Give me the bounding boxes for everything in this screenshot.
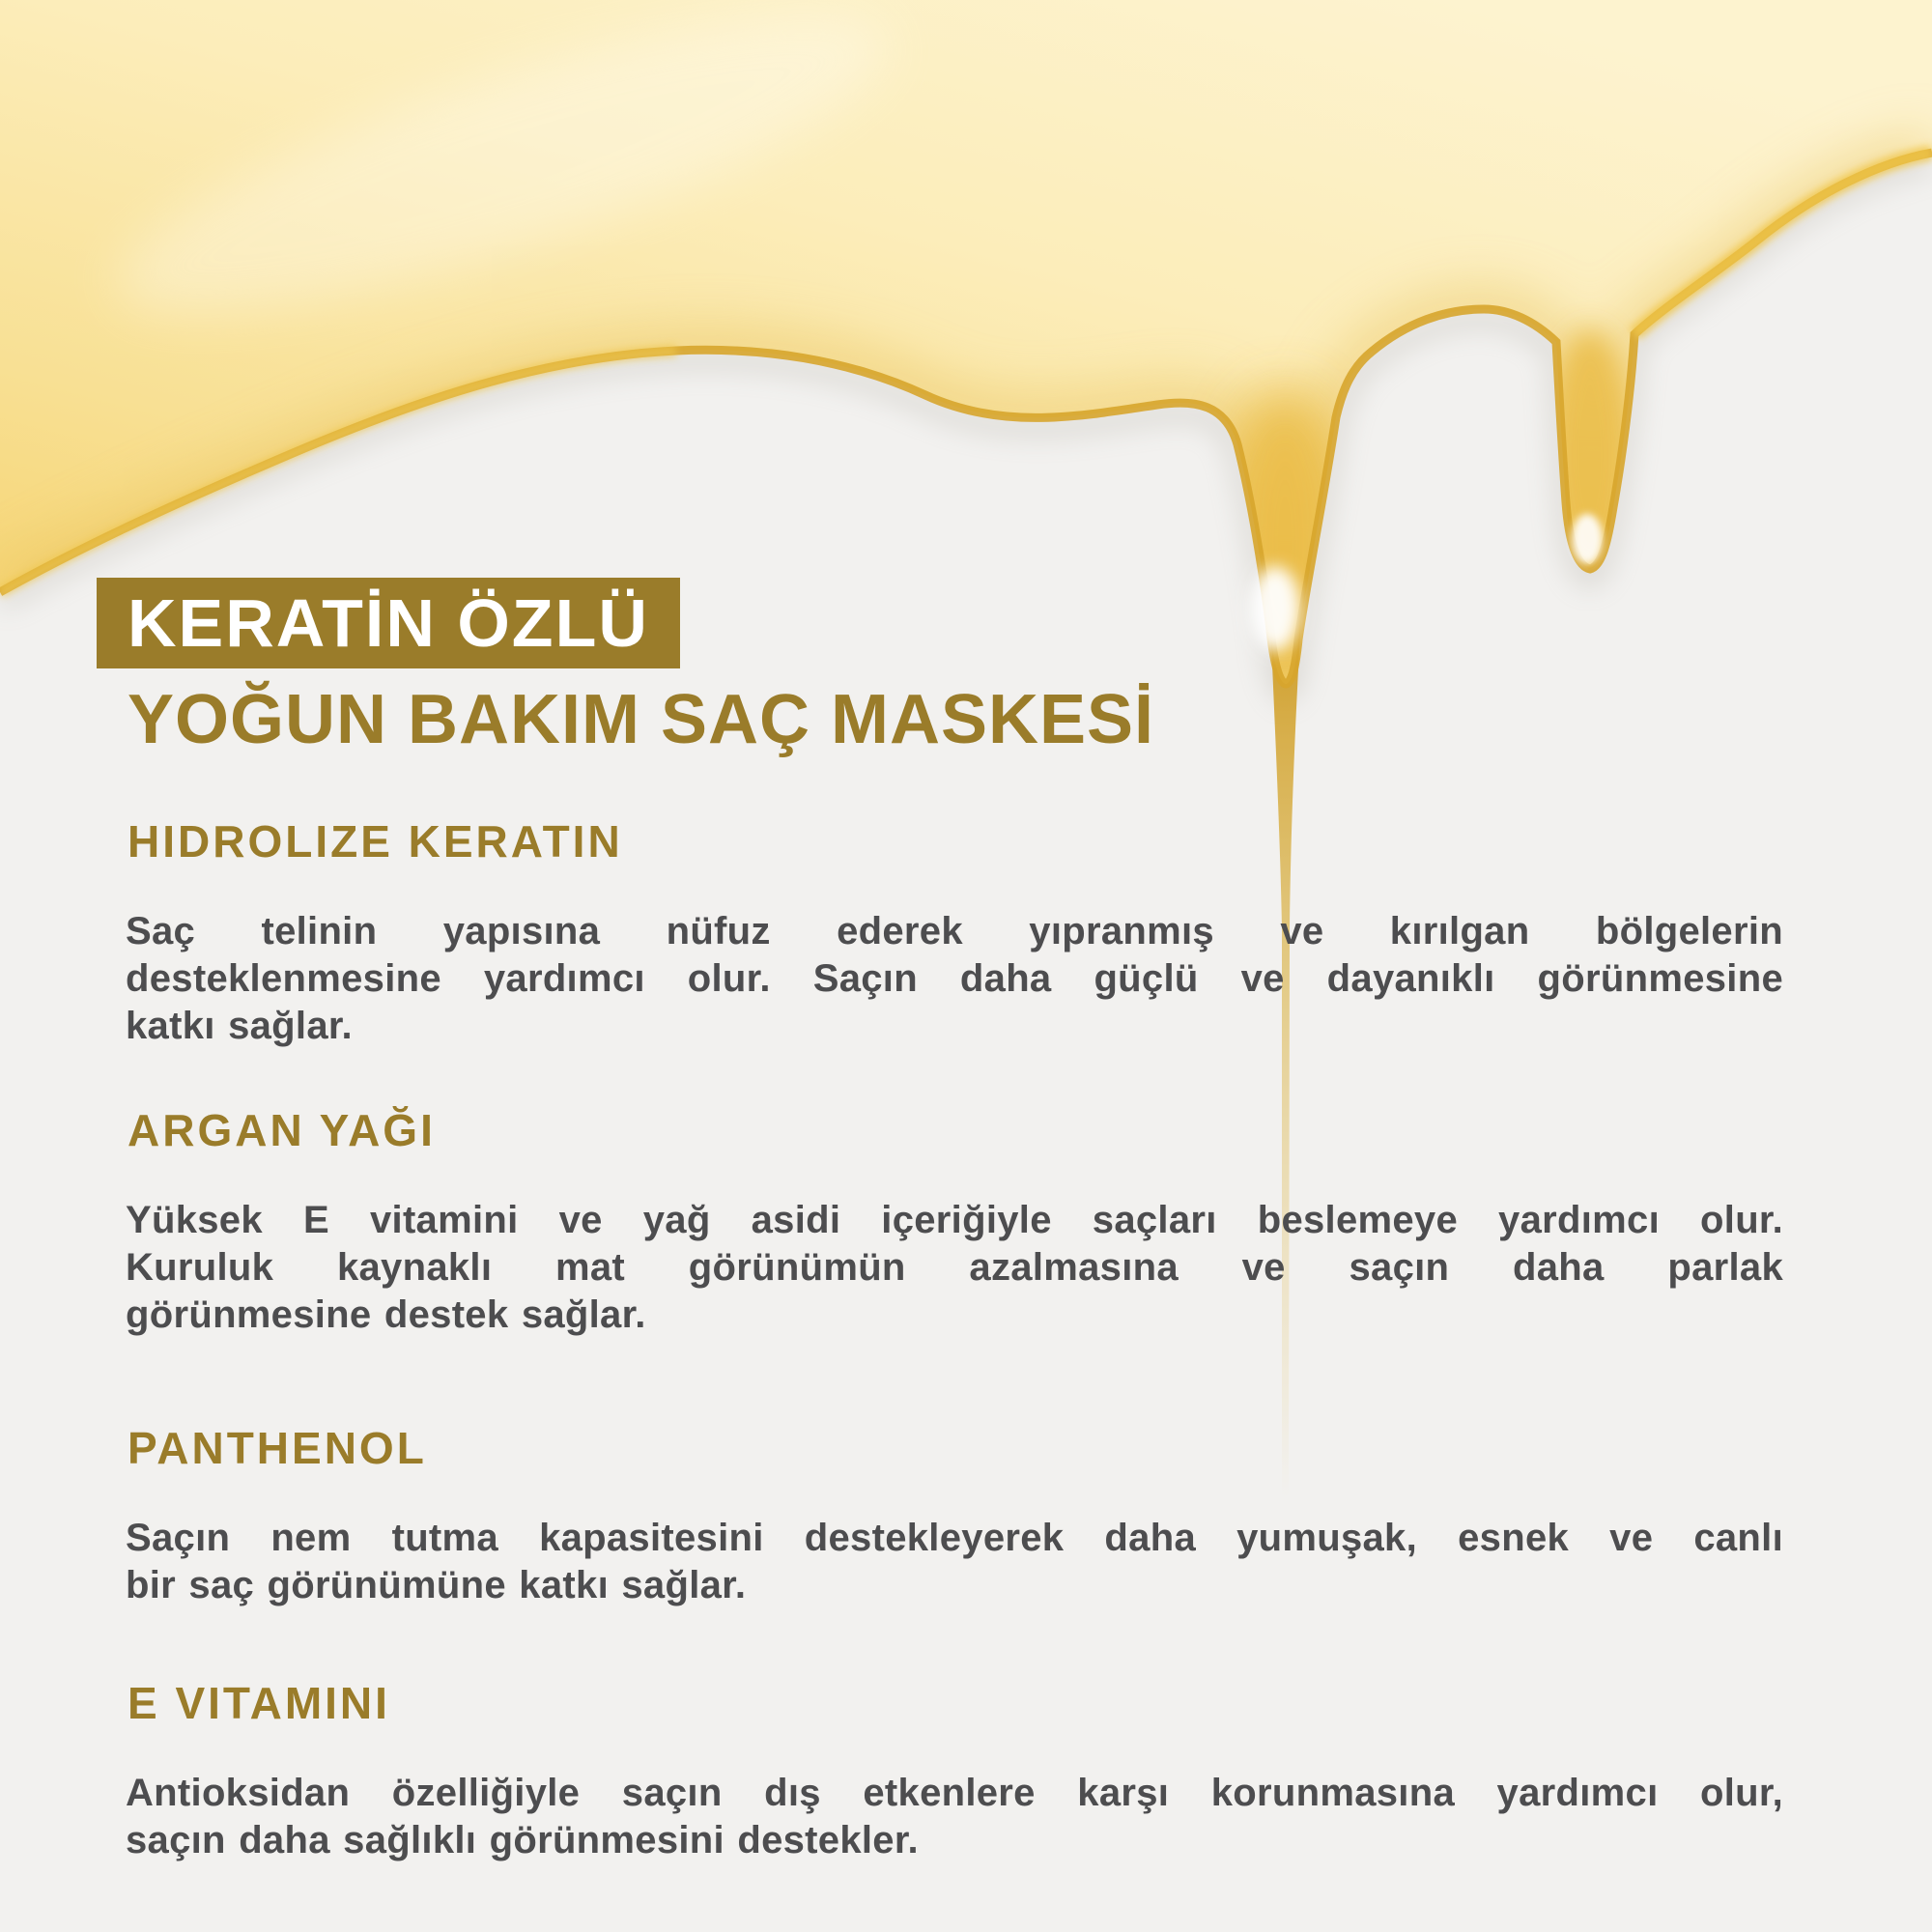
paragraph-line: Saç telinin yapısına nüfuz ederek yıpranmış ve kırılgan bölgelerin — [126, 910, 1783, 952]
section-hidrolize-keratin — [97, 816, 1797, 1050]
section-paragraph — [126, 908, 1783, 1050]
drip-highlight-short — [1572, 514, 1603, 564]
paragraph-line: görünmesine destek sağlar. — [126, 1293, 646, 1336]
section-paragraph — [126, 1197, 1783, 1339]
paragraph-line: Antioksidan özelliğiyle saçın dış etkenlere karşı korunmasına yardımcı olur, — [126, 1772, 1783, 1814]
section-paragraph — [126, 1770, 1783, 1864]
paragraph-line: Yüksek E vitamini ve yağ asidi içeriğiyle saçları beslemeye yardımcı olur. — [126, 1199, 1783, 1241]
section-title: ARGAN YAĞI — [128, 1105, 436, 1155]
section-title: HIDROLIZE KERATIN — [128, 816, 623, 867]
paragraph-line: Kuruluk kaynaklı mat görünümün azalmasına ve saçın daha parlak — [126, 1246, 1783, 1289]
section-title: E VITAMINI — [128, 1678, 390, 1728]
keratin-badge: KERATİN ÖZLÜ — [97, 578, 680, 668]
paragraph-line: desteklenmesine yardımcı olur. Saçın daha güçlü ve dayanıklı görünmesine — [126, 957, 1783, 1000]
paragraph-line: katkı sağlar. — [126, 1005, 353, 1047]
paragraph-line: bir saç görünümüne katkı sağlar. — [126, 1564, 747, 1606]
section-title: PANTHENOL — [128, 1423, 427, 1473]
paragraph-line: saçın daha sağlıklı görünmesini destekler. — [126, 1819, 919, 1861]
section-panthenol — [97, 1423, 1797, 1609]
paragraph-line: Saçın nem tutma kapasitesini destekleyerek daha yumuşak, esnek ve canlı — [126, 1517, 1783, 1559]
section-e-vitamini — [97, 1678, 1797, 1864]
section-argan-yagi — [97, 1105, 1797, 1339]
product-info — [97, 578, 1797, 1864]
section-paragraph — [126, 1515, 1783, 1609]
product-title: YOĞUN BAKIM SAÇ MASKESİ — [128, 681, 1155, 758]
